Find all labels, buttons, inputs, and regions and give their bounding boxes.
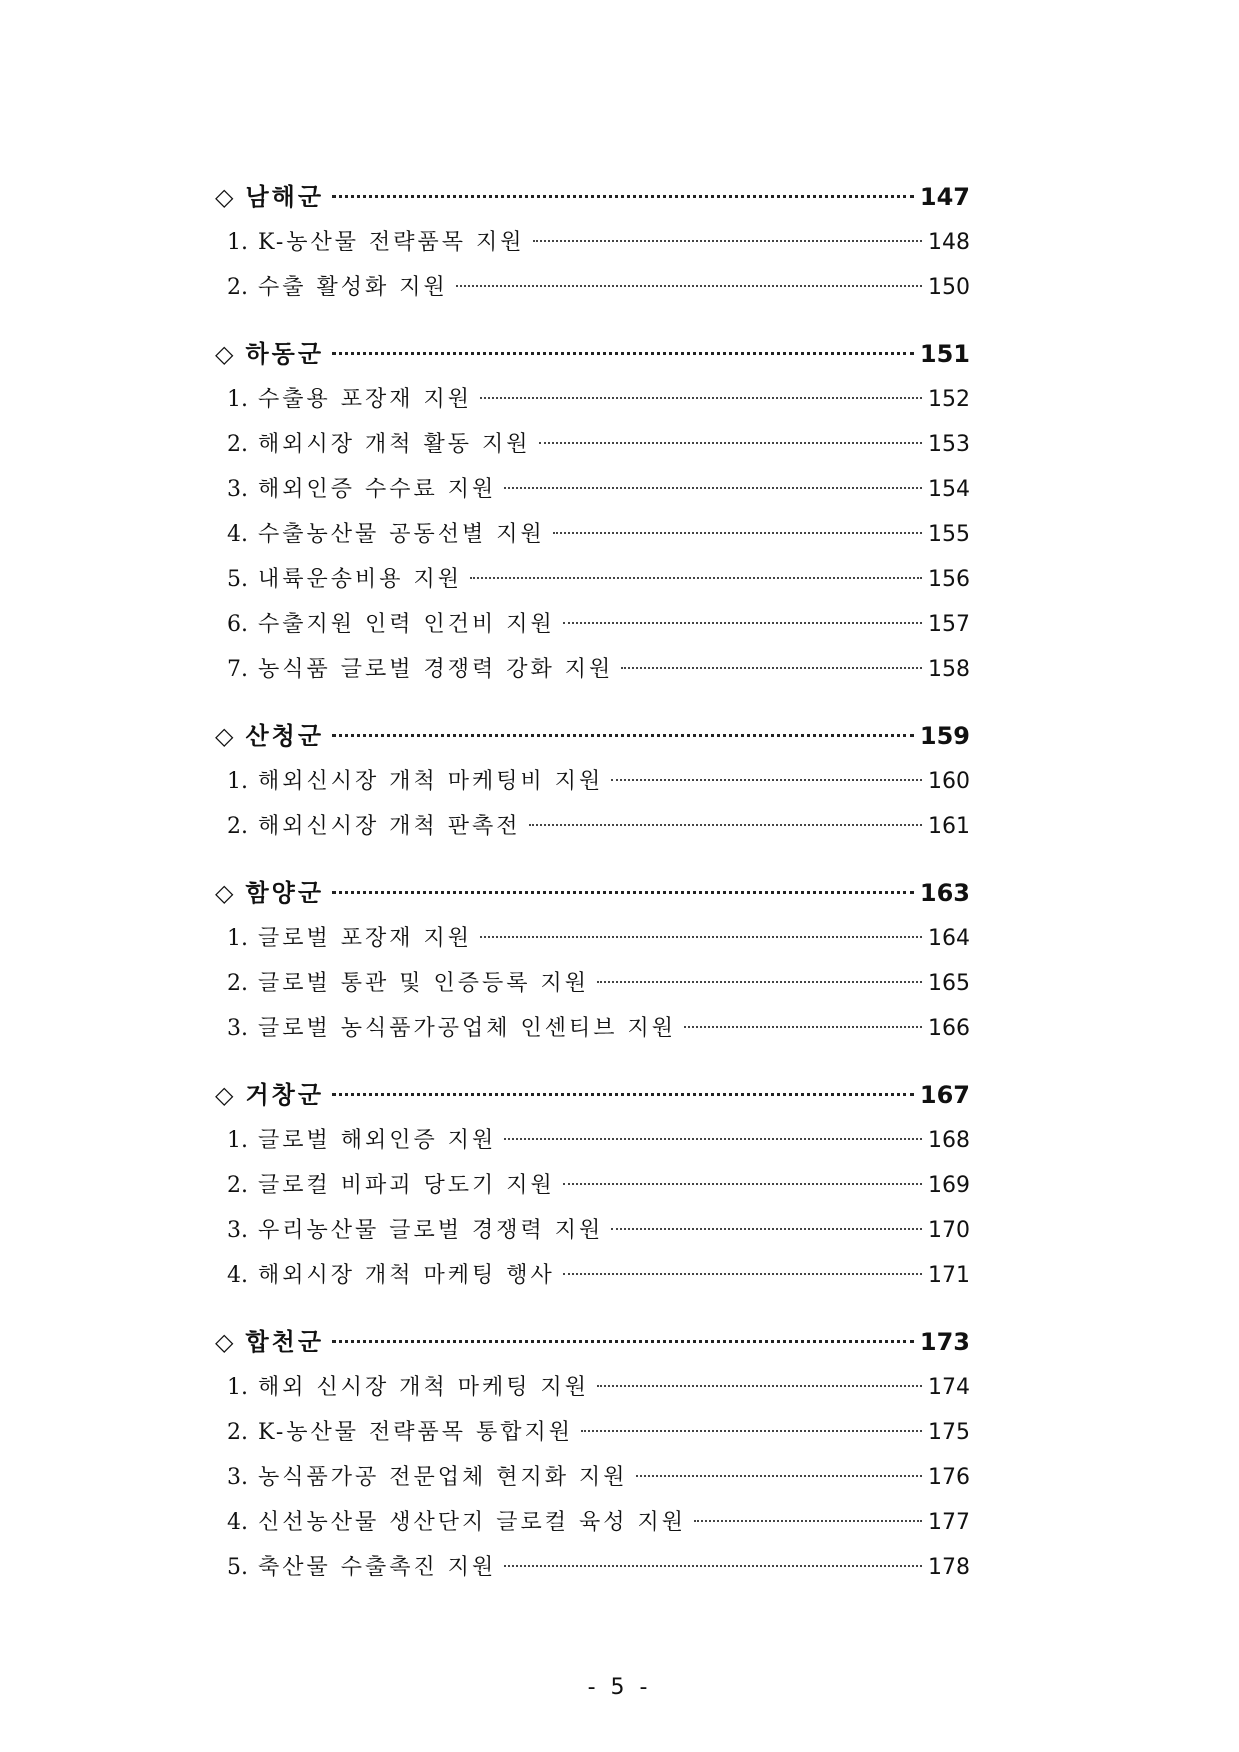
entry-title: 해외인증 수수료 지원 (258, 477, 497, 502)
toc-entry[interactable] (215, 1163, 970, 1208)
section-page-number: 159 (919, 722, 970, 750)
toc-section (215, 175, 970, 310)
toc-section (215, 714, 970, 849)
entry-number: 3. (227, 1465, 248, 1490)
entry-page-number: 164 (928, 926, 970, 951)
entry-number: 2. (227, 971, 248, 996)
entry-page-number: 175 (928, 1420, 970, 1445)
toc-section (215, 1073, 970, 1298)
dot-leader (332, 195, 914, 198)
toc-entry[interactable] (215, 1455, 970, 1500)
toc-section-header[interactable] (215, 714, 970, 759)
toc-entry[interactable] (215, 1545, 970, 1590)
entry-title: 해외시장 개척 활동 지원 (258, 432, 531, 457)
section-title: 거창군 (245, 1081, 325, 1109)
entry-title: 농식품 글로벌 경쟁력 강화 지원 (258, 657, 614, 682)
toc-section (215, 332, 970, 692)
dot-leader (636, 1475, 922, 1477)
entry-number: 3. (227, 1218, 248, 1243)
entry-number: 4. (227, 1510, 248, 1535)
section-page-number: 151 (919, 340, 970, 368)
entry-page-number: 170 (928, 1218, 970, 1243)
toc-entry[interactable] (215, 1365, 970, 1410)
diamond-icon: ◇ (215, 1328, 234, 1356)
dot-leader (332, 1340, 914, 1343)
entry-number: 2. (227, 1173, 248, 1198)
dot-leader (470, 577, 922, 579)
entry-number: 2. (227, 432, 248, 457)
entry-title: 해외시장 개척 마케팅 행사 (258, 1263, 555, 1288)
toc-entry[interactable] (215, 602, 970, 647)
entry-number: 1. (227, 230, 248, 255)
entry-title: 내륙운송비용 지원 (258, 567, 463, 592)
dot-leader (332, 891, 914, 894)
dot-leader (611, 779, 922, 781)
entry-page-number: 171 (928, 1263, 970, 1288)
dot-leader (563, 622, 922, 624)
entry-title: K-농산물 전략품목 지원 (258, 230, 525, 255)
entry-page-number: 157 (928, 612, 970, 637)
entry-page-number: 168 (928, 1128, 970, 1153)
entry-number: 1. (227, 769, 248, 794)
toc-entry[interactable] (215, 916, 970, 961)
entry-number: 1. (227, 387, 248, 412)
entry-number: 1. (227, 1375, 248, 1400)
dot-leader (553, 532, 922, 534)
entry-page-number: 177 (928, 1510, 970, 1535)
dot-leader (504, 1138, 922, 1140)
section-title: 남해군 (245, 183, 325, 211)
dot-leader (621, 667, 922, 669)
entry-number: 2. (227, 814, 248, 839)
entry-title: 우리농산물 글로벌 경쟁력 지원 (258, 1218, 604, 1243)
entry-number: 2. (227, 275, 248, 300)
entry-title: 해외신시장 개척 마케팅비 지원 (258, 769, 604, 794)
dot-leader (563, 1273, 922, 1275)
dot-leader (529, 824, 922, 826)
toc-entry[interactable] (215, 1410, 970, 1455)
toc-entry[interactable] (215, 1208, 970, 1253)
entry-number: 1. (227, 1128, 248, 1153)
dot-leader (597, 1385, 922, 1387)
entry-title: 해외신시장 개척 판촉전 (258, 814, 521, 839)
section-page-number: 163 (919, 879, 970, 907)
entry-title: 글로벌 통관 및 인증등록 지원 (258, 971, 589, 996)
toc-section-header[interactable] (215, 1320, 970, 1365)
entry-title: 수출용 포장재 지원 (258, 387, 473, 412)
entry-page-number: 176 (928, 1465, 970, 1490)
dot-leader (684, 1026, 922, 1028)
toc-entry[interactable] (215, 512, 970, 557)
dot-leader (597, 981, 922, 983)
toc-entry[interactable] (215, 220, 970, 265)
entry-page-number: 174 (928, 1375, 970, 1400)
toc-section-header[interactable] (215, 871, 970, 916)
entry-page-number: 152 (928, 387, 970, 412)
dot-leader (539, 442, 922, 444)
dot-leader (456, 285, 922, 287)
diamond-icon: ◇ (215, 1081, 234, 1109)
entry-title: 수출지원 인력 인건비 지원 (258, 612, 555, 637)
entry-number: 4. (227, 522, 248, 547)
toc-entry[interactable] (215, 467, 970, 512)
entry-page-number: 148 (928, 230, 970, 255)
diamond-icon: ◇ (215, 879, 234, 907)
dot-leader (332, 1093, 914, 1096)
entry-title: 글로벌 농식품가공업체 인센티브 지원 (258, 1016, 677, 1041)
diamond-icon: ◇ (215, 183, 234, 211)
entry-number: 6. (227, 612, 248, 637)
section-page-number: 173 (919, 1328, 970, 1356)
toc-entry[interactable] (215, 1500, 970, 1545)
entry-number: 3. (227, 477, 248, 502)
entry-page-number: 156 (928, 567, 970, 592)
entry-page-number: 160 (928, 769, 970, 794)
entry-title: 수출 활성화 지원 (258, 275, 448, 300)
dot-leader (332, 352, 914, 355)
entry-number: 7. (227, 657, 248, 682)
toc-section-header[interactable] (215, 332, 970, 377)
diamond-icon: ◇ (215, 340, 234, 368)
entry-title: K-농산물 전략품목 통합지원 (258, 1420, 574, 1445)
dot-leader (563, 1183, 922, 1185)
toc-entry[interactable] (215, 1118, 970, 1163)
table-of-contents (215, 175, 970, 1612)
toc-section-header[interactable] (215, 175, 970, 220)
entry-page-number: 166 (928, 1016, 970, 1041)
toc-entry[interactable] (215, 759, 970, 804)
entry-number: 5. (227, 567, 248, 592)
section-title: 함양군 (245, 879, 325, 907)
entry-page-number: 165 (928, 971, 970, 996)
dot-leader (504, 1565, 922, 1567)
entry-title: 글로벌 포장재 지원 (258, 926, 473, 951)
entry-number: 2. (227, 1420, 248, 1445)
dot-leader (581, 1430, 922, 1432)
toc-entry[interactable] (215, 265, 970, 310)
entry-title: 농식품가공 전문업체 현지화 지원 (258, 1465, 628, 1490)
entry-number: 5. (227, 1555, 248, 1580)
toc-entry[interactable] (215, 1253, 970, 1298)
dot-leader (504, 487, 922, 489)
entry-page-number: 150 (928, 275, 970, 300)
entry-page-number: 153 (928, 432, 970, 457)
toc-entry[interactable] (215, 647, 970, 692)
toc-entry[interactable] (215, 377, 970, 422)
entry-title: 글로벌 해외인증 지원 (258, 1128, 497, 1153)
toc-entry[interactable] (215, 961, 970, 1006)
toc-entry[interactable] (215, 1006, 970, 1051)
entry-title: 글로컬 비파괴 당도기 지원 (258, 1173, 555, 1198)
dot-leader (480, 936, 922, 938)
entry-number: 4. (227, 1263, 248, 1288)
entry-number: 1. (227, 926, 248, 951)
dot-leader (533, 240, 922, 242)
diamond-icon: ◇ (215, 722, 234, 750)
entry-page-number: 161 (928, 814, 970, 839)
section-page-number: 147 (919, 183, 970, 211)
entry-title: 신선농산물 생산단지 글로컬 육성 지원 (258, 1510, 687, 1535)
entry-title: 해외 신시장 개척 마케팅 지원 (258, 1375, 589, 1400)
entry-number: 3. (227, 1016, 248, 1041)
toc-entry[interactable] (215, 804, 970, 849)
entry-title: 축산물 수출촉진 지원 (258, 1555, 497, 1580)
dot-leader (694, 1520, 922, 1522)
section-title: 산청군 (245, 722, 325, 750)
dot-leader (480, 397, 922, 399)
entry-title: 수출농산물 공동선별 지원 (258, 522, 545, 547)
entry-page-number: 178 (928, 1555, 970, 1580)
page-number-footer: - 5 - (587, 1675, 652, 1700)
toc-entry[interactable] (215, 422, 970, 467)
toc-section (215, 1320, 970, 1590)
entry-page-number: 154 (928, 477, 970, 502)
dot-leader (332, 734, 914, 737)
entry-page-number: 155 (928, 522, 970, 547)
section-page-number: 167 (919, 1081, 970, 1109)
section-title: 하동군 (245, 340, 325, 368)
entry-page-number: 169 (928, 1173, 970, 1198)
section-title: 합천군 (245, 1328, 325, 1356)
toc-section (215, 871, 970, 1051)
toc-entry[interactable] (215, 557, 970, 602)
dot-leader (611, 1228, 922, 1230)
toc-section-header[interactable] (215, 1073, 970, 1118)
entry-page-number: 158 (928, 657, 970, 682)
